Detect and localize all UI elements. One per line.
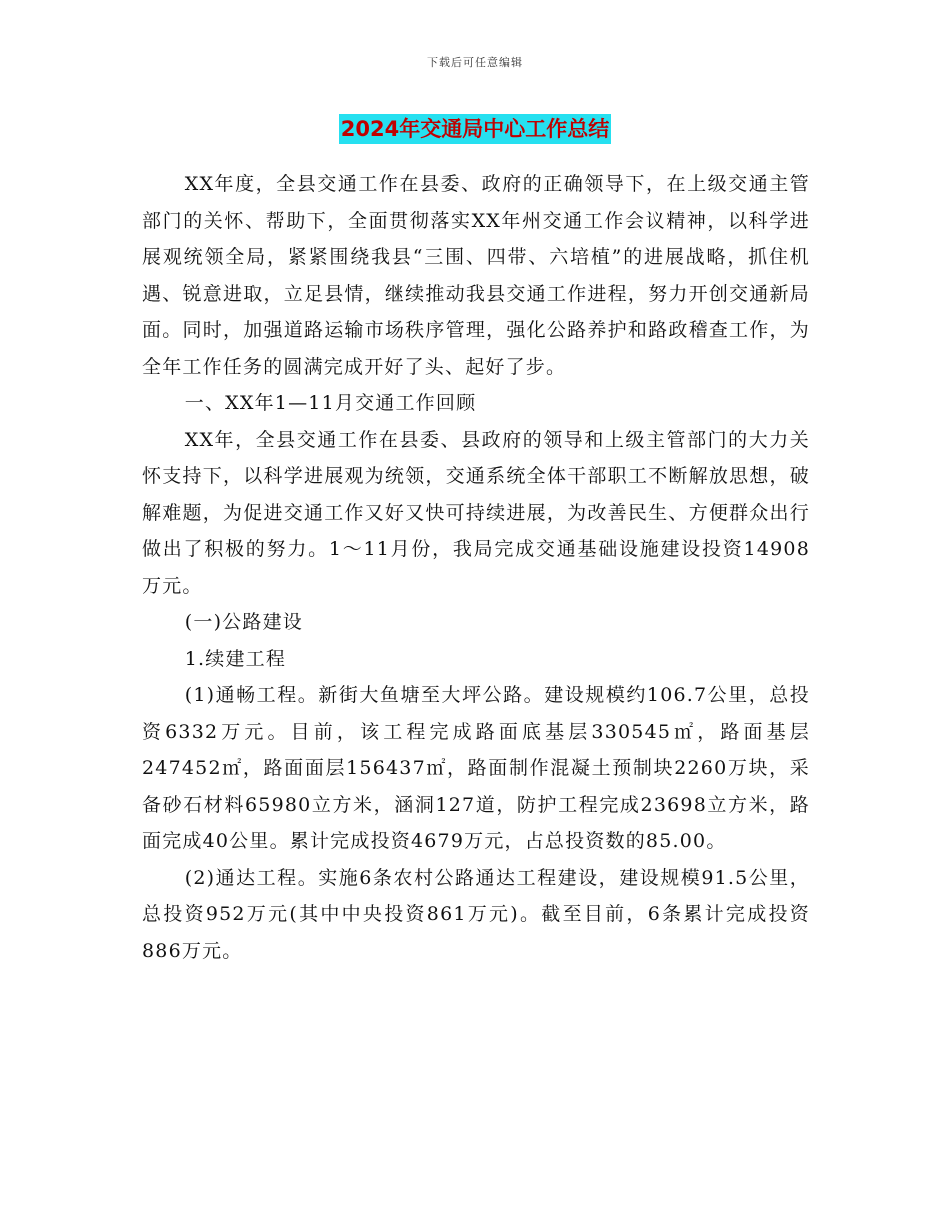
subsection-heading-continued: 1.续建工程 — [184, 647, 287, 670]
paragraph-review: XX年，全县交通工作在县委、县政府的领导和上级主管部门的大力关怀支持下，以科学进展观为统领，交通系统全体干部职工不断解放思想，破解难题，为促进交通工作又好又快可持续进展，为改善民生、方便群众出行做出了积极的努力。1～11月份，我局完成交通基础设施建设投资14908万元。 — [142, 428, 810, 597]
document-body — [142, 166, 810, 969]
section-heading-review: 一、XX年1—11月交通工作回顾 — [184, 392, 477, 414]
paragraph-intro: XX年度，全县交通工作在县委、政府的正确领导下，在上级交通主管部门的关怀、帮助下，全面贯彻落实XX年州交通工作会议精神，以科学进展观统领全局，紧紧围绕我县“三围、四带、六培植”的进展战略，抓住机遇、锐意进取，立足县情，继续推动我县交通工作进程，努力开创交通新局面。同时，加强道路运输市场秩序管理，强化公路养护和路政稽查工作，为全年工作任务的圆满完成开好了头、起好了步。 — [142, 173, 810, 378]
document-title: 2024年交通局中心工作总结 — [339, 114, 611, 144]
paragraph-tongda: (2)通达工程。实施6条农村公路通达工程建设，建设规模91.5公里，总投资952万元(其中中央投资861万元)。截至目前，6条累计完成投资886万元。 — [142, 866, 810, 962]
paragraph-tongchang: (1)通畅工程。新街大鱼塘至大坪公路。建设规模约106.7公里，总投资6332万元。目前，该工程完成路面底基层330545㎡，路面基层247452㎡，路面面层156437㎡，路面制作混凝土预制块2260万块，采备砂石材料65980立方米，涵洞127道，防护工程完成23698立方米，路面完成40公里。累计完成投资4679万元，占总投资数的85.00。 — [142, 684, 810, 852]
title-wrap — [0, 114, 950, 144]
subsection-heading-road: (一)公路建设 — [184, 611, 303, 633]
header-note: 下载后可任意编辑 — [427, 56, 523, 69]
